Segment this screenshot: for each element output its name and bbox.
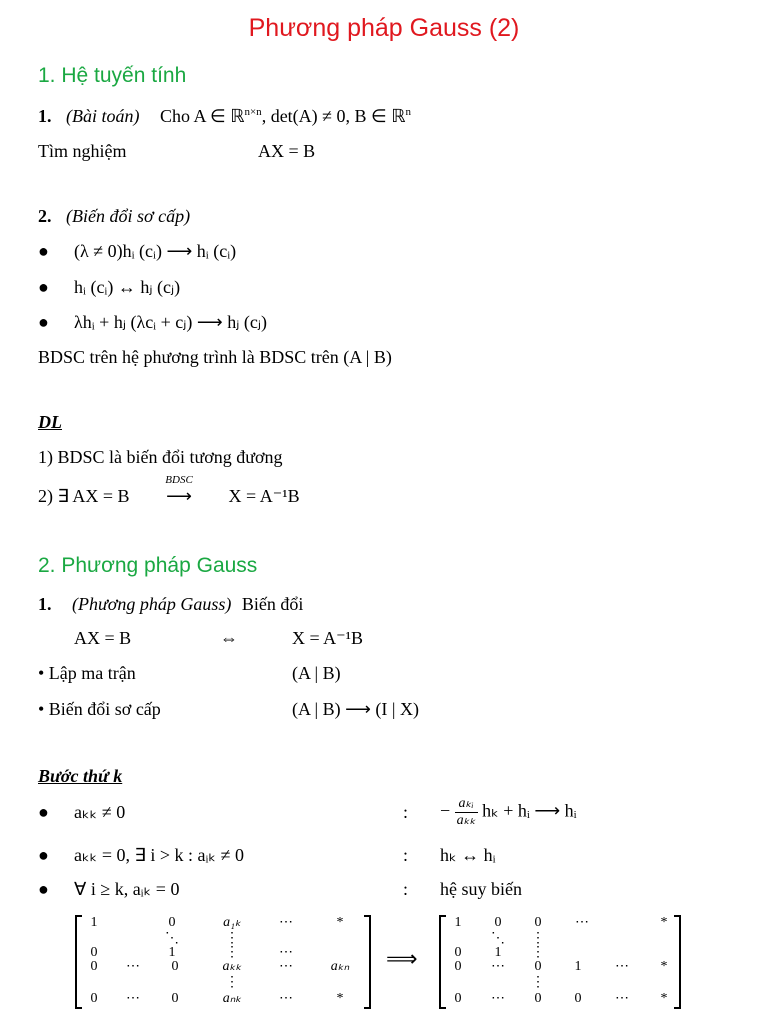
matrix-cell: 0 <box>168 915 176 930</box>
transform-label: (Biến đổi sơ cấp) <box>66 206 191 226</box>
find-label: Tìm nghiệm <box>38 141 127 161</box>
problem-number: 1. <box>38 106 52 126</box>
matrix-cell: ⋯ <box>126 959 140 974</box>
matrix-cell: 0 <box>534 915 542 930</box>
matrix-cell: 1 <box>454 915 462 930</box>
bullet-dot: ● <box>38 845 49 865</box>
step-2-label: • Biến đổi sơ cấp <box>38 699 161 719</box>
matrix-cell: 0 <box>494 915 502 930</box>
matrix-right-bracket-open <box>440 916 446 1008</box>
matrix-cell: ⋯ <box>615 959 629 974</box>
matrix-left <box>91 915 350 1006</box>
fraction-denominator: aₖₖ <box>456 813 476 828</box>
bullet-dot: ● <box>38 312 49 332</box>
matrix-cell: * <box>660 959 668 974</box>
transform-bullet-2: hᵢ (cᵢ) ↔ hⱼ (cⱼ) <box>74 277 181 297</box>
step-k-label: Bước thứ k <box>38 766 123 786</box>
bdsc-arrow: BDSC ⟶ <box>148 486 210 507</box>
matrix-cell: ⋯ <box>491 959 505 974</box>
step-1-label: • Lập ma trận <box>38 663 136 683</box>
matrix-cell: ⋮ <box>531 945 545 960</box>
matrix-cell: ⋮ <box>531 975 545 990</box>
matrix-cell: * <box>660 915 668 930</box>
matrix-cell: ⋯ <box>575 915 589 930</box>
matrix-cell: 0 <box>534 991 542 1006</box>
matrix-transformation <box>0 908 768 1020</box>
bullet-dot: ● <box>38 277 49 297</box>
case-1-action <box>440 796 577 829</box>
transform-number: 2. <box>38 206 52 226</box>
section-1-heading: 1. Hệ tuyến tính <box>38 64 187 87</box>
matrix-cell: a₁ₖ <box>223 915 241 930</box>
matrix-cell: ⋯ <box>279 991 293 1006</box>
fraction-numerator: aₖᵢ <box>455 796 478 813</box>
problem-given-a: Cho A ∈ ℝ <box>160 106 245 126</box>
method-number: 1. <box>38 594 52 614</box>
case-1-colon: : <box>403 802 409 822</box>
case-2-colon: : <box>403 845 409 865</box>
transform-line <box>38 206 190 227</box>
theorem-item-2-right: X = A⁻¹B <box>228 486 300 506</box>
case-3-condition: ∀ i ≥ k, aᵢₖ = 0 <box>74 879 180 899</box>
case-2-condition: aₖₖ = 0, ∃ i > k : aᵢₖ ≠ 0 <box>74 845 244 865</box>
matrix-left-bracket-open <box>76 916 82 1008</box>
matrix-cell: 0 <box>454 991 462 1006</box>
matrix-cell: 1 <box>574 959 582 974</box>
bullet-dot: ● <box>38 241 49 261</box>
problem-label: (Bài toán) <box>66 106 140 126</box>
theorem-item-2-left: 2) ∃ AX = B <box>38 486 130 506</box>
method-label: (Phương pháp Gauss) <box>72 594 232 614</box>
matrix-cell: * <box>336 915 344 930</box>
matrix-cell: 1 <box>494 945 502 960</box>
step-2-value: (A | B) ⟶ (I | X) <box>292 699 419 719</box>
matrix-cell: ⋯ <box>491 991 505 1006</box>
matrix-left-bracket-close <box>364 916 370 1008</box>
equiv-right: X = A⁻¹B <box>292 628 364 648</box>
transform-note: BDSC trên hệ phương trình là BDSC trên (A | B) <box>38 347 392 367</box>
matrix-cell: 0 <box>171 991 179 1006</box>
case-2-action: hₖ ↔ hᵢ <box>440 845 496 865</box>
matrix-cell: ⋯ <box>279 915 293 930</box>
case-1-fraction <box>455 796 478 829</box>
matrix-cell: ⋮ <box>531 931 545 946</box>
theorem-label: DL <box>38 412 62 432</box>
matrix-cell: 0 <box>454 959 462 974</box>
matrix-cell: 0 <box>534 959 542 974</box>
matrix-cell: ⋯ <box>279 945 293 960</box>
matrix-cell: 0 <box>171 959 179 974</box>
method-text: Biến đổi <box>241 594 304 614</box>
problem-sup-n: n <box>405 106 411 118</box>
matrix-cell: 1 <box>168 945 176 960</box>
matrix-cell: ⋱ <box>491 931 505 946</box>
matrix-right <box>455 915 668 1006</box>
case-3-colon: : <box>403 879 409 899</box>
section-2-heading: 2. Phương pháp Gauss <box>38 554 258 577</box>
case-1-condition: aₖₖ ≠ 0 <box>74 802 126 822</box>
theorem-item-1: 1) BDSC là biến đổi tương đương <box>38 447 283 467</box>
matrix-cell: * <box>336 991 344 1006</box>
matrix-cell: 0 <box>454 945 462 960</box>
matrix-cell: ⋮ <box>225 931 239 946</box>
problem-given-b: , det(A) ≠ 0, B ∈ ℝ <box>261 106 406 126</box>
bdsc-arrow-label: BDSC <box>165 474 193 486</box>
matrix-cell: ⋮ <box>225 945 239 960</box>
method-line <box>38 594 303 615</box>
matrix-cell: ⋯ <box>126 991 140 1006</box>
page-title: Phương pháp Gauss (2) <box>248 14 520 42</box>
matrix-cell: aₖₙ <box>330 959 350 974</box>
case-3-action: hệ suy biến <box>440 879 522 899</box>
bullet-dot: ● <box>38 802 49 822</box>
equiv-left: AX = B <box>74 628 132 648</box>
matrix-cell: ⋯ <box>279 959 293 974</box>
transform-bullet-3: λhᵢ + hⱼ (λcᵢ + cⱼ) ⟶ hⱼ (cⱼ) <box>74 312 267 332</box>
problem-line <box>38 106 411 127</box>
matrix-cell: aₖₖ <box>222 959 242 974</box>
matrix-cell: ⋮ <box>225 975 239 990</box>
matrix-cell: aₙₖ <box>222 991 242 1006</box>
matrix-cell: 0 <box>90 945 98 960</box>
find-equation: AX = B <box>258 141 316 161</box>
matrix-right-bracket-close <box>674 916 680 1008</box>
problem-sup-nxn: n×n <box>244 106 262 118</box>
matrix-cell: 1 <box>90 915 98 930</box>
theorem-item-2 <box>38 474 300 507</box>
step-1-value: (A | B) <box>292 663 341 683</box>
matrix-cell: ⋯ <box>615 991 629 1006</box>
matrix-cell: 0 <box>574 991 582 1006</box>
matrix-cell: 0 <box>90 991 98 1006</box>
transform-bullet-1: (λ ≠ 0)hᵢ (cᵢ) ⟶ hᵢ (cᵢ) <box>74 241 237 261</box>
equiv-symbol: ⇔ <box>220 628 238 648</box>
case-1-action-text: hₖ + hᵢ ⟶ hᵢ <box>482 800 577 821</box>
bullet-dot: ● <box>38 879 49 899</box>
matrix-cell: * <box>660 991 668 1006</box>
case-1-minus: − <box>440 800 451 821</box>
matrix-cell: ⋱ <box>165 931 179 946</box>
matrix-cell: 0 <box>90 959 98 974</box>
implies-arrow: ⟹ <box>386 946 418 971</box>
